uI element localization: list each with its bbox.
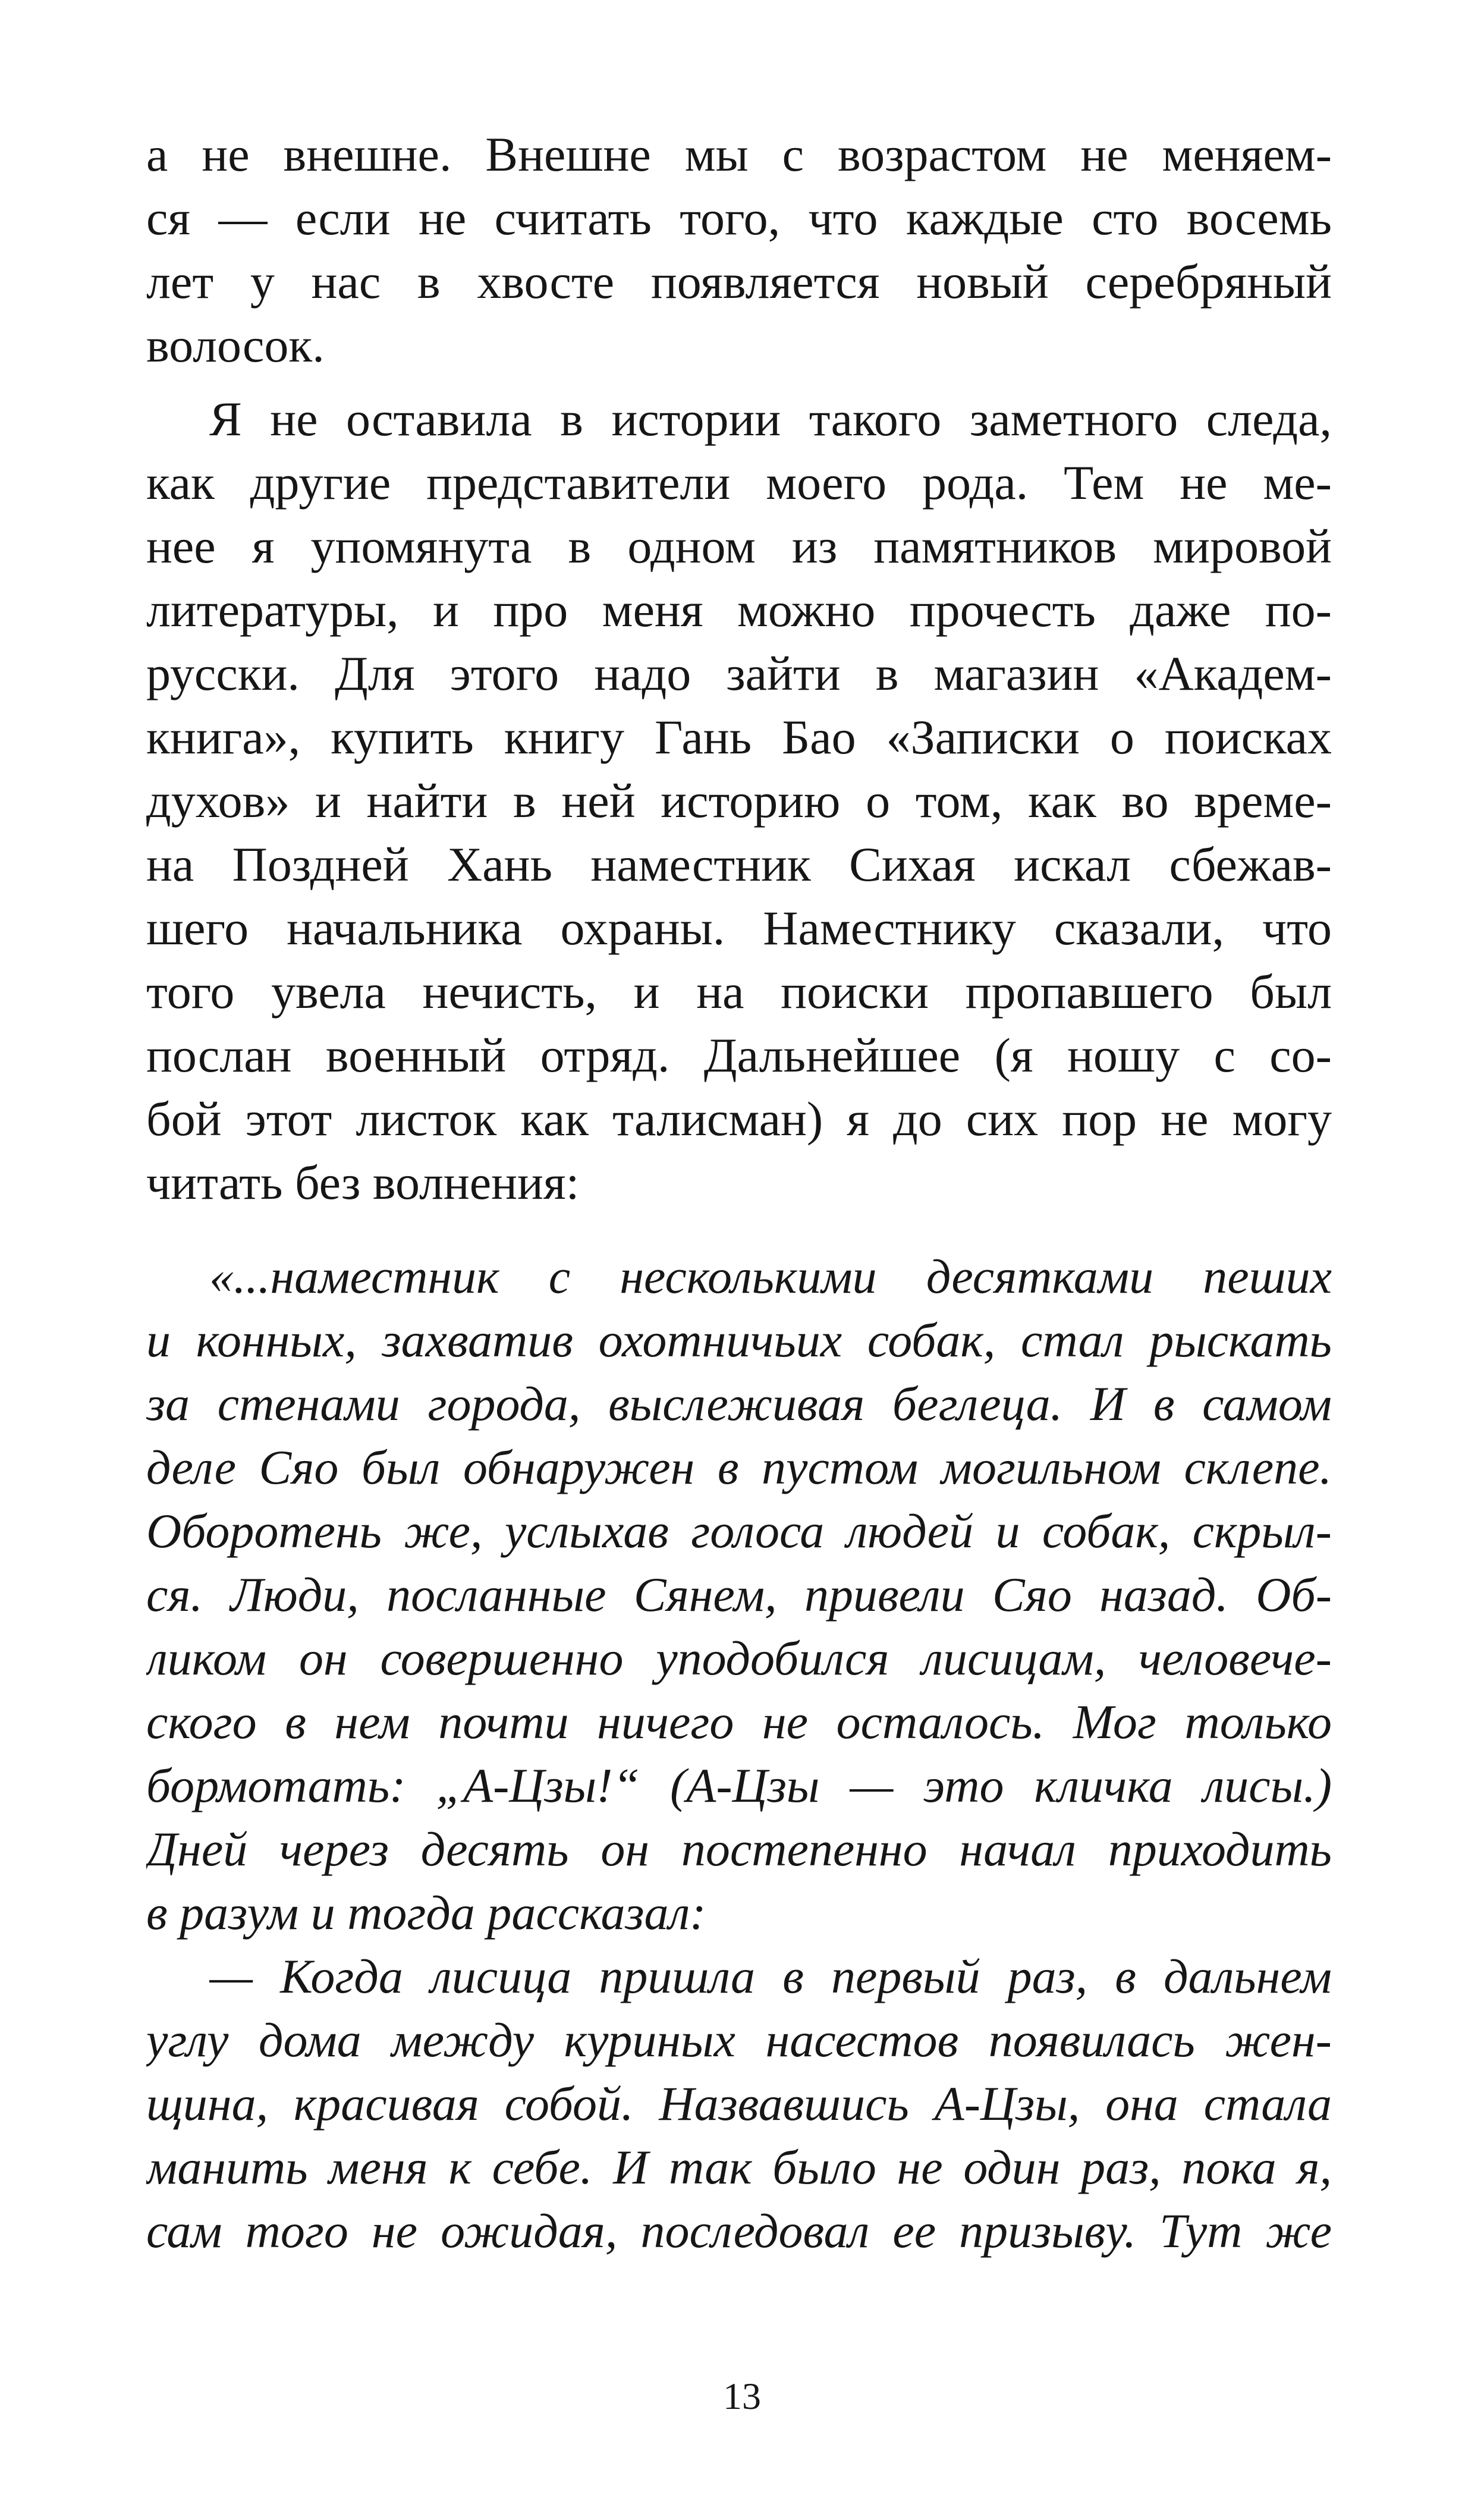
text-line: на Поздней Хань наместник Сихая искал сбежав- (146, 837, 1332, 891)
quote-line: Дней через десять он постепенно начал приходить (146, 1822, 1332, 1876)
text-line: духов» и найти в ней историю о том, как во време- (146, 774, 1332, 828)
text-line: литературы, и про меня можно прочесть даже по- (146, 583, 1332, 637)
quote-line: бормотать: „А-Цзы!“ (А-Цзы — это кличка лисы.) (146, 1758, 1332, 1812)
quote-line: деле Сяо был обнаружен в пустом могильном склепе. (146, 1440, 1332, 1494)
quote-dialogue-line: — Когда лисица пришла в первый раз, в дальнем (209, 1949, 1332, 2003)
text-line: русски. Для этого надо зайти в магазин «Академ- (146, 646, 1332, 700)
quote-line: углу дома между куриных насестов появилась жен- (146, 2013, 1332, 2067)
text-line: бой этот листок как талисман) я до сих пор не могу (146, 1092, 1332, 1146)
quote-line: ского в нем почти ничего не осталось. Мог только (146, 1695, 1332, 1749)
text-line: волосок. (146, 318, 325, 372)
text-line: а не внешне. Внешне мы с возрастом не меняем- (146, 127, 1332, 181)
quote-line: манить меня к себе. И так было не один раз, пока я, (146, 2140, 1332, 2194)
text-line: нее я упомянута в одном из памятников мировой (146, 519, 1332, 573)
text-line: послан военный отряд. Дальнейшее (я ношу с со- (146, 1028, 1332, 1082)
text-line: шего начальника охраны. Наместнику сказали, что (146, 901, 1332, 955)
page-number: 13 (723, 2375, 761, 2417)
quote-line: щина, красивая собой. Назвавшись А-Цзы, она стала (146, 2076, 1332, 2131)
text-line: читать без волнения: (146, 1155, 580, 1209)
quote-line: ся. Люди, посланные Сянем, привели Сяо назад. Об- (146, 1567, 1332, 1622)
text-line: как другие представители моего рода. Тем не ме- (146, 455, 1332, 510)
quote-line: и конных, захватив охотничьих собак, стал рыскать (146, 1313, 1332, 1367)
text-line: лет у нас в хвосте появляется новый серебряный (146, 255, 1332, 309)
paragraph-first-line: Я не оставила в истории такого заметного следа, (209, 392, 1332, 446)
quote-line: ликом он совершенно уподобился лисицам, человече- (146, 1631, 1332, 1685)
quote-line: сам того не ожидая, последовал ее призыву. Тут же (146, 2204, 1332, 2258)
quote-line: в разум и тогда рассказал: (146, 1886, 706, 1940)
text-line: книга», купить книгу Гань Бао «Записки о поисках (146, 710, 1332, 764)
text-line: того увела нечисть, и на поиски пропавшего был (146, 965, 1332, 1019)
quote-first-line: «...наместник с несколькими десятками пеших (209, 1249, 1332, 1303)
text-line: ся — если не считать того, что каждые сто восемь (146, 191, 1332, 245)
quote-line: за стенами города, выслеживая беглеца. И в самом (146, 1377, 1332, 1431)
quote-line: Оборотень же, услыхав голоса людей и собак, скрыл- (146, 1504, 1332, 1558)
